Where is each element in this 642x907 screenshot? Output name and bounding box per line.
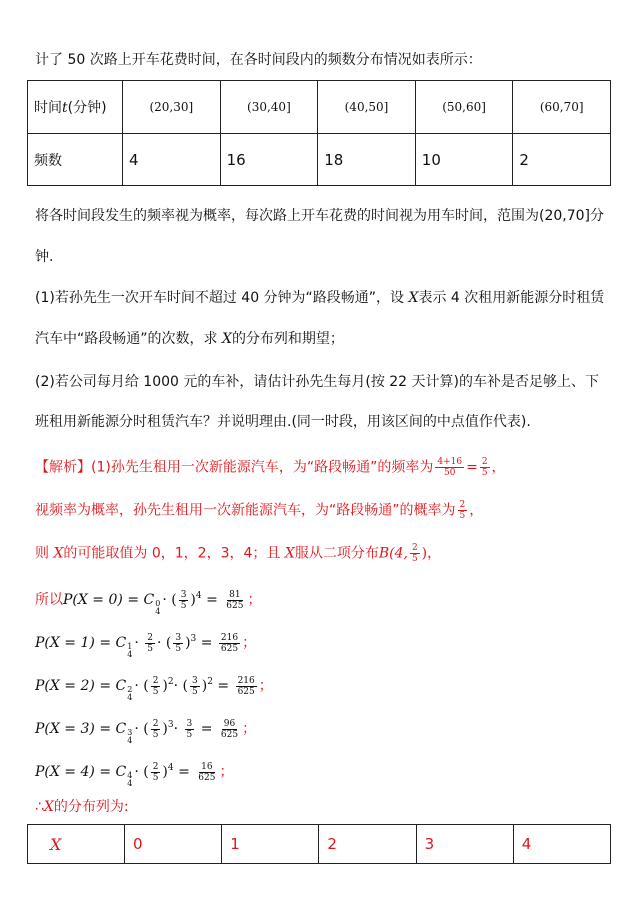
two-fifths (151, 719, 161, 740)
punct: ； (258, 678, 273, 694)
dot: · (173, 678, 179, 694)
freq-fraction (435, 457, 464, 478)
fraction-numerator: 4+16 (437, 457, 463, 467)
equals-sign: = (466, 459, 478, 476)
comb-n: 4 (127, 650, 133, 659)
combination: C (115, 764, 127, 780)
solution-tag: 【解析】 (35, 459, 91, 476)
equals-sign: = (99, 635, 112, 651)
interval-cell: (60,70] (513, 81, 611, 134)
count-cell: 18 (318, 134, 416, 186)
exponent: 4 (195, 591, 202, 601)
dist-value-cell: 3 (416, 825, 513, 864)
result-fraction (236, 676, 257, 697)
therefore-symbol: ∴ (35, 799, 44, 815)
result-fraction (219, 633, 240, 654)
two-fifths (145, 633, 155, 654)
distribution-table (27, 824, 611, 864)
dist-value-cell: 2 (319, 825, 416, 864)
comb-k: 2 (127, 685, 133, 694)
dot: · (134, 721, 139, 737)
dist-label (35, 797, 129, 817)
equals-sign: = (99, 764, 112, 780)
intro-text: 计了 50 次路上开车花费时间，在各时间段内的频数分布情况如表所示： (35, 52, 482, 68)
equals-sign: = (99, 678, 112, 694)
combination: C (115, 678, 127, 694)
fraction-numerator: 2 (481, 457, 488, 467)
q1-text-a: (1)若孙先生一次开车时间不超过 40 分钟为“路段畅通”，设 (35, 290, 409, 306)
fraction-denominator: 625 (226, 600, 244, 611)
dot: · (173, 721, 179, 737)
q1-line2 (35, 329, 344, 349)
fraction-denominator: 625 (220, 643, 239, 654)
punct: ， (427, 545, 442, 562)
prob-lhs: P(X = 3) (35, 721, 95, 737)
fraction-denominator: 5 (411, 554, 418, 564)
para1-line2: 钟. (35, 249, 54, 265)
fraction-denominator: 5 (152, 729, 159, 740)
dot: · (162, 592, 167, 608)
three-fifths (173, 633, 183, 654)
fraction-denominator: 625 (237, 686, 255, 697)
two-fifths (151, 762, 161, 783)
fraction-numerator: 3 (192, 675, 198, 686)
fraction-numerator: 2 (152, 718, 159, 729)
comb-n: 4 (127, 693, 133, 702)
count-cell: 4 (123, 134, 221, 186)
punct: ； (219, 764, 234, 780)
interval-cell: (50,60] (415, 81, 513, 134)
q1-text-d: 的分布列和期望； (231, 331, 344, 347)
fraction-denominator: 5 (152, 686, 159, 697)
fraction-denominator: 5 (152, 772, 159, 783)
dist-value-cell: 1 (222, 825, 319, 864)
prob-line-0: 所以P(X = 0) = C 0 4 · ( $\frac{3}{5}$ )$^4$ = $\frac{81}{625}$ ； (35, 589, 262, 616)
dot: · (156, 635, 162, 651)
solution-text: 的可能取值为 0，1，2，3，4；且 (63, 545, 285, 562)
dist-value-cell: 0 (125, 825, 222, 864)
punct: ， (469, 502, 484, 519)
fraction-numerator: 96 (223, 718, 236, 729)
dist-value-cell: 4 (513, 825, 610, 864)
fraction-numerator: 2 (152, 675, 159, 686)
fraction-numerator: 3 (186, 718, 193, 729)
interval-cell: (20,30] (123, 81, 221, 134)
dist-label-text: 的分布列为: (53, 799, 129, 815)
table-row-interval (28, 81, 611, 134)
prob-line-4: P(X = 4) = C 4 4 · ( $\frac{2}{5}$ )$^4$ = $\frac{16}{625}$ ； (35, 761, 234, 788)
interval-cell: (40,50] (318, 81, 416, 134)
time-unit: (分钟) (67, 100, 107, 116)
comb-n: 4 (155, 607, 161, 616)
equals-sign: = (178, 764, 190, 780)
combination: C (115, 721, 127, 737)
frequency-table (27, 80, 611, 186)
prob-line-3: P(X = 3) = C 3 4 · ( $\frac{2}{5}$ )$^3$· $\frac{3}{5}$ = $\frac{96}{625}$ ； (35, 718, 257, 745)
para1-line1: 将各时间段发生的频率视为概率，每次路上开车花费的时间视为用车时间，范围为(20,70]分 (35, 208, 605, 224)
dot: · (134, 764, 139, 780)
q1-text-c: 汽车中“路段畅通”的次数，求 (35, 331, 222, 347)
fraction-numerator: 3 (180, 589, 187, 600)
prob-line-2: P(X = 2) = C 2 4 · ( $\frac{2}{5}$ )$^2$· ( $\frac{3}{5}$ )$^2$ = $\frac{216}{625}$ ； (35, 675, 273, 702)
p-fraction (458, 500, 468, 521)
comb-k: 0 (155, 599, 161, 608)
prob-lhs: P(X = 4) (35, 764, 95, 780)
fraction-denominator: 625 (198, 772, 216, 783)
q1-var: X (221, 331, 232, 347)
solution-text: 视频率为概率，孙先生租用一次新能源汽车，为“路段畅通”的概率为 (35, 502, 456, 519)
fraction-denominator: 5 (192, 686, 198, 697)
fraction-denominator: 5 (186, 729, 193, 740)
solution-text: 服从二项分布 (294, 545, 379, 562)
punct: ； (242, 635, 257, 651)
combination: C (115, 635, 127, 651)
equals-sign: = (127, 592, 140, 608)
fraction-numerator: 2 (152, 761, 159, 772)
fraction-numerator: 216 (237, 675, 255, 686)
punct: ； (242, 721, 257, 737)
fraction-denominator: 5 (481, 468, 488, 478)
paren: ) (421, 545, 428, 562)
exponent: 3 (190, 634, 197, 644)
x-var: X (43, 799, 54, 815)
table-row (28, 825, 611, 864)
fraction-numerator: 2 (411, 543, 418, 553)
comb-k: 1 (127, 642, 133, 651)
exponent: 2 (207, 677, 213, 687)
fraction-denominator: 625 (220, 729, 239, 740)
x-var: X (53, 545, 64, 562)
fraction-denominator: 50 (443, 468, 456, 478)
solution-text: 则 (35, 545, 54, 562)
fraction-numerator: 2 (147, 632, 153, 643)
dist-var-cell: X (28, 825, 125, 864)
q2-line2: 班租用新能源分时租赁汽车？并说明理由.(同一时段，用该区间的中点值作代表). (35, 414, 531, 430)
comb-k: 3 (127, 728, 133, 737)
count-cell: 2 (513, 134, 611, 186)
exponent: 2 (167, 677, 174, 687)
x-var: X (284, 545, 295, 562)
result-fraction (196, 762, 217, 783)
q1-line1 (35, 288, 604, 308)
solution-text: (1)孙先生租用一次新能源汽车，为“路段畅通”的频率为 (91, 459, 434, 476)
fraction-numerator: 16 (201, 761, 213, 772)
comb-n: 4 (127, 779, 133, 788)
equals-sign: = (200, 721, 213, 737)
fraction-denominator: 5 (180, 600, 187, 611)
fraction-numerator: 2 (459, 500, 466, 510)
comb-k: 4 (127, 771, 133, 780)
result-fraction (219, 719, 240, 740)
equals-sign: = (99, 721, 112, 737)
fraction-numerator: 3 (175, 632, 182, 643)
p-fraction (480, 457, 490, 478)
fraction-denominator: 5 (459, 511, 466, 521)
binomial: B(4, (378, 545, 408, 562)
exponent: 3 (167, 720, 174, 730)
dot: · (134, 678, 139, 694)
fraction-denominator: 5 (147, 643, 153, 654)
table-row-count (28, 134, 611, 186)
q2-line1: (2)若公司每月给 1000 元的车补，请估计孙先生每月(按 22 天计算)的车补是否足够上、下 (35, 374, 599, 390)
time-header (28, 81, 123, 134)
fraction-numerator: 216 (220, 632, 239, 643)
three-fifths (179, 590, 189, 611)
comb-n: 4 (127, 736, 133, 745)
two-fifths (151, 676, 161, 697)
p-fraction (410, 543, 420, 564)
punct: ， (491, 459, 506, 476)
equals-sign: = (200, 635, 213, 651)
count-cell: 10 (415, 134, 513, 186)
q1-var: X (408, 290, 419, 306)
prob-lhs: P(X = 2) (35, 678, 95, 694)
count-cell: 16 (220, 134, 318, 186)
result-fraction (224, 590, 245, 611)
fraction-numerator: 81 (229, 589, 241, 600)
prob-lhs: P(X = 0) (63, 592, 123, 608)
time-var: t (62, 100, 68, 116)
equals-sign: = (206, 592, 218, 608)
equals-sign: = (217, 678, 230, 694)
three-fifths (185, 719, 195, 740)
q1-text-b: 表示 4 次租用新能源分时租赁 (418, 290, 605, 306)
combination: C (143, 592, 155, 608)
exponent: 4 (167, 763, 174, 773)
prob-lhs: P(X = 1) (35, 635, 95, 651)
three-fifths (190, 676, 200, 697)
solution-line3 (35, 543, 441, 564)
interval-cell: (30,40] (220, 81, 318, 134)
punct: ； (247, 592, 262, 608)
so-label: 所以 (35, 592, 63, 608)
solution-line1 (35, 457, 506, 478)
count-header: 频数 (28, 134, 123, 186)
time-header-label: 时间 (34, 100, 62, 116)
prob-line-1: P(X = 1) = C 1 4 · $\frac{2}{5}$ · ( $\frac{3}{5}$ )$^3$ = $\frac{216}{625}$ ； (35, 632, 257, 659)
dot: · (134, 635, 139, 651)
fraction-denominator: 5 (175, 643, 182, 654)
solution-line2 (35, 500, 483, 521)
